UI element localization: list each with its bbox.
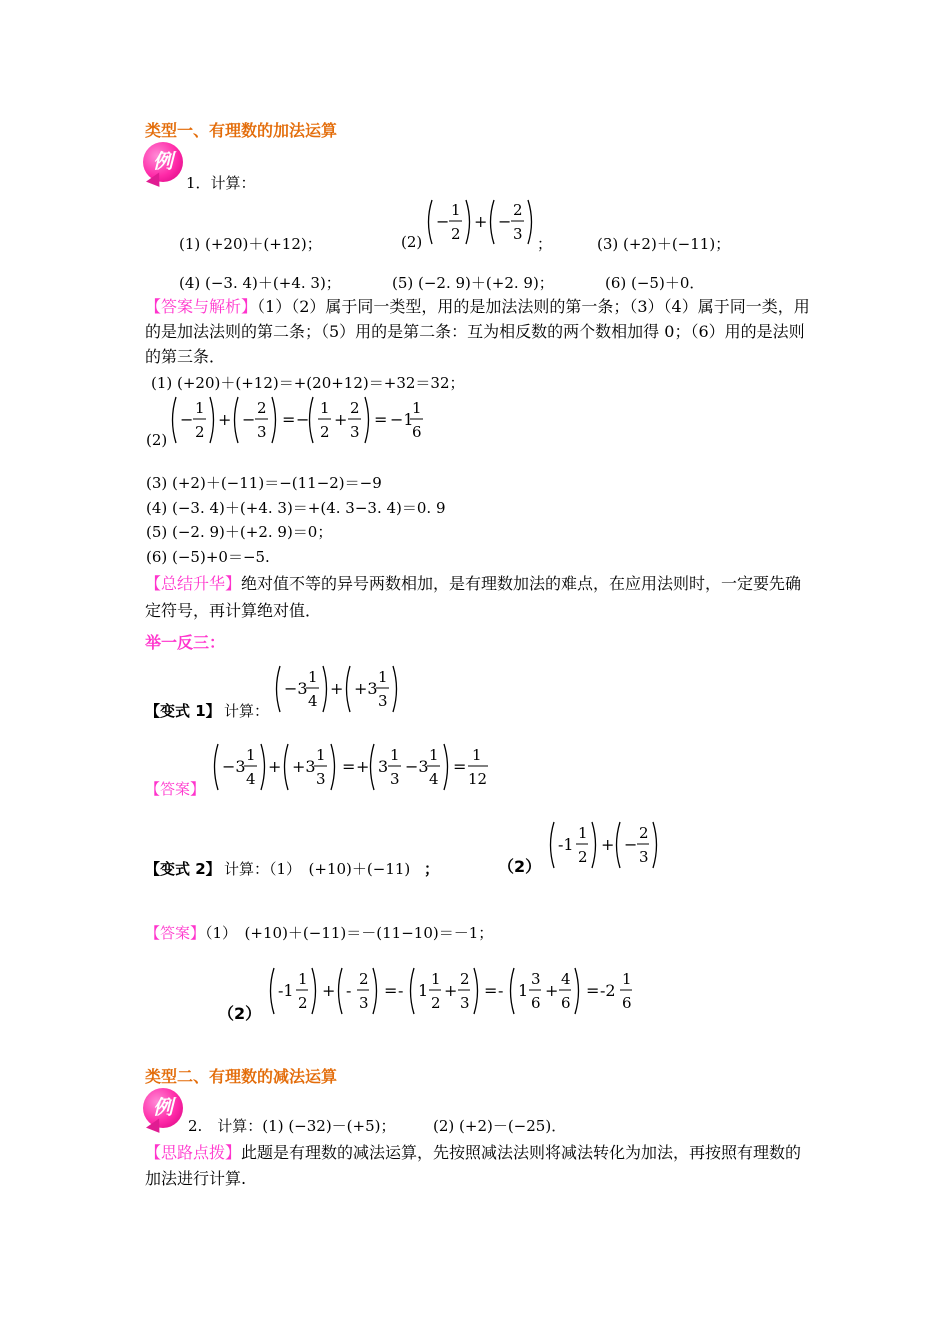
- variant2-tag: 【变式 2】: [145, 860, 221, 878]
- svg-text:2: 2: [195, 423, 205, 441]
- math-variant1-answer: [210, 740, 495, 798]
- answer-analysis-text: （1）（2）属于同一类型，用的是加法法则的第一条；（3）（4）属于同一类，用的是加法法则的第二条；（5）用的是第二条：互为相反数的两个数相加得 0；（6）用的是法则的第三条．: [145, 297, 810, 366]
- math-variant1-svg: [272, 662, 404, 716]
- answer-analysis: [145, 294, 813, 369]
- svg-text:3: 3: [378, 692, 388, 710]
- math-solution-2: [168, 393, 438, 451]
- math-variant2-answer: [266, 964, 646, 1022]
- svg-text:3: 3: [359, 994, 369, 1012]
- m1-d1: 2: [451, 225, 461, 243]
- section1-title: 类型一、有理数的加法运算: [145, 121, 338, 140]
- svg-text:1: 1: [308, 668, 318, 686]
- svg-text:-2: -2: [600, 981, 616, 1000]
- svg-text:-: -: [498, 981, 504, 1000]
- svg-text:1: 1: [390, 746, 400, 764]
- svg-text:3: 3: [639, 848, 649, 866]
- math-variant2: [546, 818, 664, 876]
- svg-text:1: 1: [298, 970, 308, 988]
- variant2-answer-2-label: （2）: [218, 1004, 262, 1023]
- svg-text:3: 3: [316, 770, 326, 788]
- svg-text:3: 3: [378, 757, 389, 776]
- svg-text:+: +: [601, 835, 615, 854]
- example2-badge-icon: 例: [143, 1088, 183, 1128]
- svg-text:−: −: [296, 410, 310, 429]
- svg-text:−3: −3: [405, 757, 429, 776]
- svg-text:6: 6: [531, 994, 541, 1012]
- answer-analysis-tag: 【答案与解析】: [145, 297, 258, 316]
- m1-n2: 2: [513, 201, 523, 219]
- math-variant2-answer-svg: [266, 964, 646, 1018]
- svg-text:1: 1: [320, 399, 330, 417]
- variant2-answer: [145, 922, 493, 943]
- section2-title: 类型二、有理数的减法运算: [145, 1067, 338, 1086]
- svg-text:+: +: [218, 410, 232, 429]
- summary-tag: 【总结升华】: [145, 574, 242, 593]
- svg-text:+: +: [356, 757, 370, 776]
- svg-text:+: +: [330, 679, 344, 698]
- variant1-answer-tag: 【答案】: [145, 780, 206, 798]
- m1-n1: 1: [451, 201, 461, 219]
- svg-text:+3: +3: [292, 757, 316, 776]
- svg-text:1: 1: [246, 746, 256, 764]
- svg-text:1: 1: [622, 970, 632, 988]
- svg-text:=: =: [374, 410, 388, 429]
- variant2-answer-1: （1） (+10)＋(−11)＝－(11−10)＝－1；: [205, 924, 494, 942]
- math-problem-2-svg: [424, 196, 544, 248]
- svg-text:6: 6: [561, 994, 571, 1012]
- summary: [145, 570, 813, 624]
- svg-text:1: 1: [429, 746, 439, 764]
- svg-text:4: 4: [429, 770, 439, 788]
- svg-text:3: 3: [460, 994, 470, 1012]
- svg-text:4: 4: [308, 692, 318, 710]
- svg-text:=: =: [384, 981, 398, 1000]
- variant1-text: 计算：: [224, 702, 270, 720]
- math-variant2-svg: [546, 818, 664, 872]
- svg-text:3: 3: [257, 423, 267, 441]
- svg-text:2: 2: [298, 994, 308, 1012]
- solution-2-label: (2): [146, 431, 168, 449]
- practice-heading: 举一反三：: [145, 633, 226, 652]
- svg-text:-: -: [398, 981, 404, 1000]
- svg-text:1: 1: [578, 824, 588, 842]
- svg-text:2: 2: [350, 399, 360, 417]
- svg-text:2: 2: [431, 994, 441, 1012]
- svg-text:=: =: [342, 757, 356, 776]
- svg-text:1: 1: [412, 399, 422, 417]
- hint-text: 此题是有理数的减法运算，先按照减法法则将减法转化为加法，再按照有理数的加法进行计算.: [145, 1143, 802, 1188]
- svg-text:4: 4: [246, 770, 256, 788]
- svg-text:-1: -1: [278, 981, 294, 1000]
- svg-text:3: 3: [350, 423, 360, 441]
- hint: [145, 1140, 813, 1192]
- svg-text:-1: -1: [558, 835, 574, 854]
- svg-text:−3: −3: [284, 679, 308, 698]
- svg-text:3: 3: [531, 970, 541, 988]
- problem-5: (5) (−2. 9)＋(+2. 9)；: [392, 274, 554, 292]
- m1-minus2: −: [498, 212, 512, 231]
- svg-text:+: +: [268, 757, 282, 776]
- m1-plus: +: [474, 212, 488, 231]
- svg-text:+3: +3: [354, 679, 378, 698]
- svg-text:−: −: [242, 410, 256, 429]
- svg-text:6: 6: [622, 994, 632, 1012]
- math-solution-2-svg: [168, 393, 438, 447]
- solution-4: (4) (−3. 4)＋(+4. 3)＝+(4. 3−3. 4)＝0. 9: [146, 499, 446, 517]
- problem-2-tail: ；: [537, 235, 553, 253]
- variant1-tag: 【变式 1】: [145, 702, 221, 720]
- svg-text:−: −: [180, 410, 194, 429]
- math-variant1: [272, 662, 404, 720]
- svg-text:12: 12: [468, 770, 488, 788]
- svg-text:=: =: [453, 757, 467, 776]
- svg-text:−1: −1: [390, 410, 414, 429]
- svg-text:2: 2: [578, 848, 588, 866]
- svg-text:−: −: [624, 835, 638, 854]
- variant2-text: 计算：（1） (+10)＋(−11): [224, 860, 411, 878]
- problem-2-label: (2): [401, 233, 423, 251]
- variant2-semicolon: ；: [424, 860, 440, 878]
- svg-text:−3: −3: [222, 757, 246, 776]
- svg-text:=: =: [586, 981, 600, 1000]
- svg-text:1: 1: [418, 981, 429, 1000]
- svg-text:1: 1: [316, 746, 326, 764]
- svg-text:-: -: [346, 981, 352, 1000]
- svg-text:1: 1: [431, 970, 441, 988]
- solution-1: (1) (+20)＋(+12)＝+(20+12)＝+32＝32；: [151, 374, 465, 392]
- ex2-text: 2. 计算：(1) (−32)－(+5)； (2) (+2)－(−25)．: [188, 1117, 567, 1135]
- svg-text:1: 1: [195, 399, 205, 417]
- problem-4: (4) (−3. 4)＋(+4. 3)；: [179, 274, 341, 292]
- summary-text: 绝对值不等的异号两数相加，是有理数加法的难点，在应用法则时，一定要先确定符号，再计算绝对值．: [145, 574, 802, 620]
- problem-1: (1) (+20)＋(+12)；: [179, 235, 322, 253]
- svg-text:4: 4: [561, 970, 571, 988]
- svg-text:+: +: [334, 410, 348, 429]
- svg-text:1: 1: [518, 981, 529, 1000]
- svg-text:1: 1: [472, 746, 482, 764]
- svg-text:1: 1: [378, 668, 388, 686]
- example-badge-icon: 例: [143, 142, 183, 182]
- svg-text:3: 3: [390, 770, 400, 788]
- problem-6: (6) (−5)＋0．: [605, 274, 705, 292]
- svg-text:+: +: [545, 981, 559, 1000]
- solution-5: (5) (−2. 9)＋(+2. 9)＝0；: [146, 523, 333, 541]
- svg-text:2: 2: [460, 970, 470, 988]
- variant2-answer-tag: 【答案】: [145, 924, 206, 942]
- svg-text:+: +: [444, 981, 458, 1000]
- svg-text:+: +: [322, 981, 336, 1000]
- svg-text:2: 2: [320, 423, 330, 441]
- problem-3: (3) (+2)＋(−11)；: [597, 235, 731, 253]
- solution-3: (3) (+2)＋(−11)＝−(11−2)＝−9: [146, 474, 382, 492]
- math-problem-2: [424, 196, 544, 252]
- math-variant1-answer-svg: [210, 740, 495, 794]
- hint-tag: 【思路点拨】: [145, 1143, 242, 1162]
- svg-text:=: =: [484, 981, 498, 1000]
- solution-6: (6) (−5)+0＝−5.: [146, 548, 270, 566]
- svg-text:6: 6: [412, 423, 422, 441]
- svg-text:2: 2: [359, 970, 369, 988]
- m1-minus: −: [436, 212, 450, 231]
- ex1-intro: 1．计算：: [186, 174, 256, 192]
- svg-text:2: 2: [257, 399, 267, 417]
- svg-text:=: =: [282, 410, 296, 429]
- m1-d2: 3: [513, 225, 523, 243]
- svg-text:2: 2: [639, 824, 649, 842]
- variant2-part2-label: （2）: [498, 857, 542, 876]
